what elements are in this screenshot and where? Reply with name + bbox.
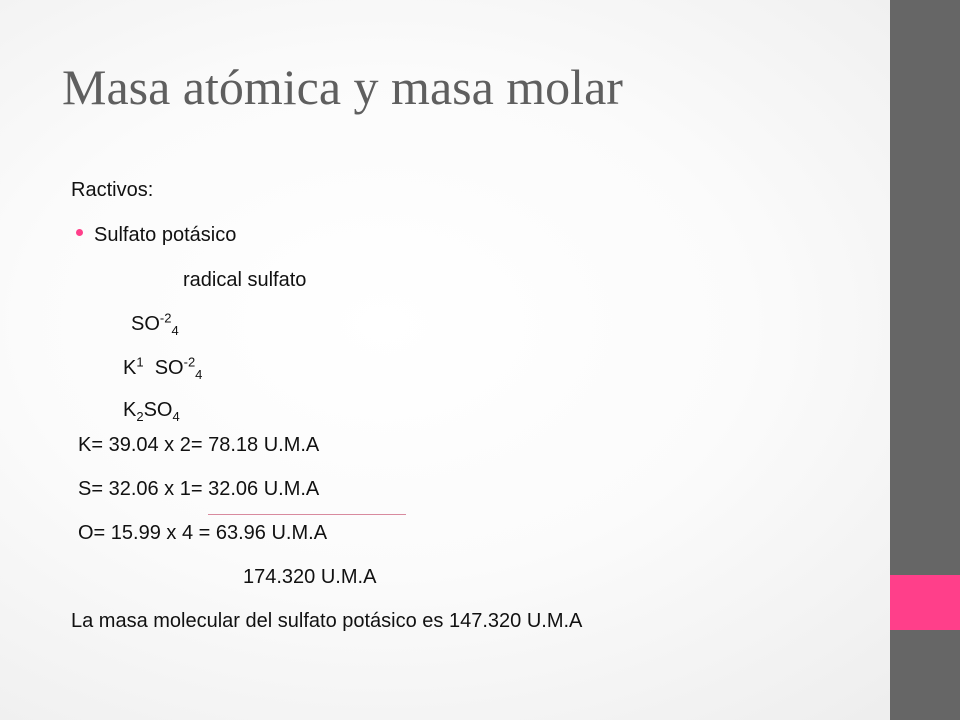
formula-base: SO bbox=[143, 399, 173, 421]
formula-charge: -2 bbox=[159, 310, 172, 326]
formula-potassium-sulfate bbox=[123, 398, 180, 422]
sum-underline bbox=[208, 514, 406, 515]
formula-subscript: 4 bbox=[171, 323, 179, 338]
formula-k: K bbox=[123, 399, 137, 421]
formula-subscript: 4 bbox=[195, 367, 203, 382]
formula-k-subscript: 2 bbox=[136, 409, 144, 424]
reactivos-heading: Ractivos: bbox=[71, 179, 154, 201]
radical-label: radical sulfato bbox=[183, 269, 307, 291]
formula-base: SO bbox=[131, 313, 160, 335]
slide-title: Masa atómica y masa molar bbox=[62, 59, 623, 115]
bullet-icon bbox=[76, 229, 83, 236]
bullet-item: Sulfato potásico bbox=[94, 224, 237, 246]
calc-sulfur: S= 32.06 x 1= 32.06 U.M.A bbox=[78, 478, 320, 500]
formula-sulfate bbox=[131, 312, 179, 336]
formula-subscript: 4 bbox=[172, 409, 180, 424]
total-mass: 174.320 U.M.A bbox=[243, 566, 377, 588]
calc-oxygen: O= 15.99 x 4 = 63.96 U.M.A bbox=[78, 522, 328, 544]
formula-k: K bbox=[123, 357, 137, 379]
formula-k-charge: 1 bbox=[136, 354, 144, 370]
accent-block bbox=[890, 575, 960, 630]
calc-potassium: K= 39.04 x 2= 78.18 U.M.A bbox=[78, 434, 320, 456]
formula-charge: -2 bbox=[183, 354, 196, 370]
formula-base: SO bbox=[154, 357, 184, 379]
conclusion-text: La masa molecular del sulfato potásico es 147.320 U.M.A bbox=[71, 610, 583, 632]
formula-k-sulfate bbox=[123, 356, 202, 380]
